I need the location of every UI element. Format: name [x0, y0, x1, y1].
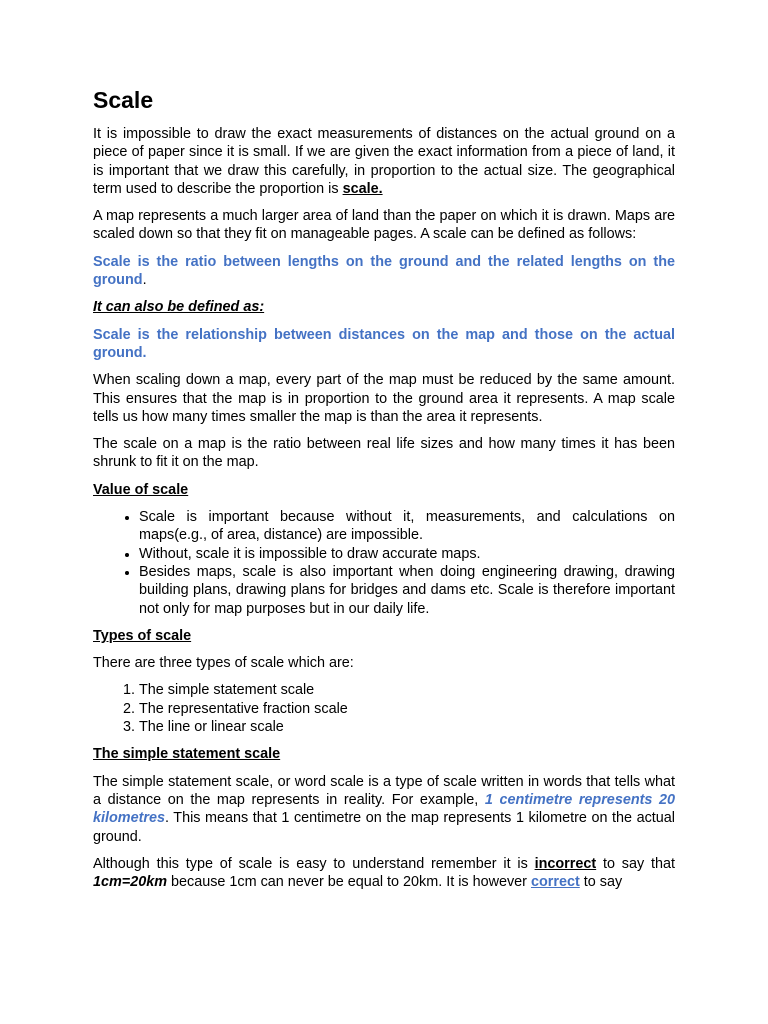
list-item: 1. The simple statement scale — [139, 681, 675, 699]
scale-term: scale. — [342, 180, 383, 197]
last-text-c: because 1cm can never be equal to 20km. It is however — [167, 874, 531, 891]
example-text: 1 centimetre represents 20 kilometres — [93, 791, 675, 827]
simple-text-a: The simple statement scale, or word scale is a type of scale written in words that tells what a distance on the map represents in reality. For example, — [93, 773, 675, 808]
list-item: 2. The representative fraction scale — [139, 700, 675, 718]
list-item: • Without, scale it is impossible to draw accurate maps. — [139, 545, 675, 563]
correctness-paragraph — [93, 855, 675, 892]
simple-text-b: . This means that 1 centimetre on the map represents 1 kilometre on the actual ground. — [93, 810, 675, 845]
document-page — [93, 86, 675, 900]
also-defined-heading — [93, 298, 675, 316]
ratio-paragraph: The scale on a map is the ratio between real life sizes and how many times it has been shrunk to fit it on the map. — [93, 436, 675, 471]
value-list — [93, 508, 675, 618]
types-of-scale-heading: Types of scale — [93, 627, 192, 644]
scaling-paragraph: When scaling down a map, every part of the map must be reduced by the same amount. This ensures that the map is in proportion to the ground area it represents. A map scale tells us how many times smaller the map is than the area it represents. — [93, 372, 675, 425]
types-intro: There are three types of scale which are: — [93, 655, 354, 672]
intro-paragraph — [93, 125, 675, 198]
definition-2: Scale is the relationship between distances on the map and those on the actual ground. — [93, 326, 675, 361]
simple-statement-heading: The simple statement scale — [93, 746, 281, 763]
also-defined-text: It can also be defined as: — [93, 299, 265, 316]
definition-1 — [93, 253, 675, 290]
incorrect-term: incorrect — [534, 855, 597, 872]
value-of-scale-heading: Value of scale — [93, 481, 189, 498]
list-item: 3. The line or linear scale — [139, 718, 675, 736]
list-item: • Besides maps, scale is also important when doing engineering drawing, drawing building plans, drawing plans for bridges and dams etc. Scale is therefore important not only for map purposes but in our daily life. — [139, 563, 675, 618]
last-text-b: to say that — [596, 855, 675, 872]
map-paragraph: A map represents a much larger area of land than the paper on which it is drawn. Maps are scaled down so that they fit on manageable pages. A scale can be defined as follows: — [93, 208, 675, 243]
correct-term: correct — [530, 874, 580, 891]
intro-text: It is impossible to draw the exact measurements of distances on the actual ground on a piece of paper since it is small. If we are given the exact information from a piece of land, it is important that we draw this carefully, in proportion to the actual size. The geographical term used to describe the proportion is — [93, 126, 675, 197]
simple-statement-paragraph — [93, 773, 675, 846]
types-list — [93, 681, 675, 736]
definition-1-text: Scale is the ratio between lengths on the ground and the related lengths on the ground — [93, 253, 675, 289]
definition-1-end: . — [142, 272, 147, 289]
last-text-a: Although this type of scale is easy to understand remember it is — [93, 855, 535, 872]
last-text-d: to say — [579, 874, 623, 891]
list-item: • Scale is important because without it, measurements, and calculations on maps(e.g., of area, distance) are impossible. — [139, 508, 675, 545]
page-title: Scale — [93, 87, 154, 113]
equation-text: 1cm=20km — [93, 874, 168, 891]
